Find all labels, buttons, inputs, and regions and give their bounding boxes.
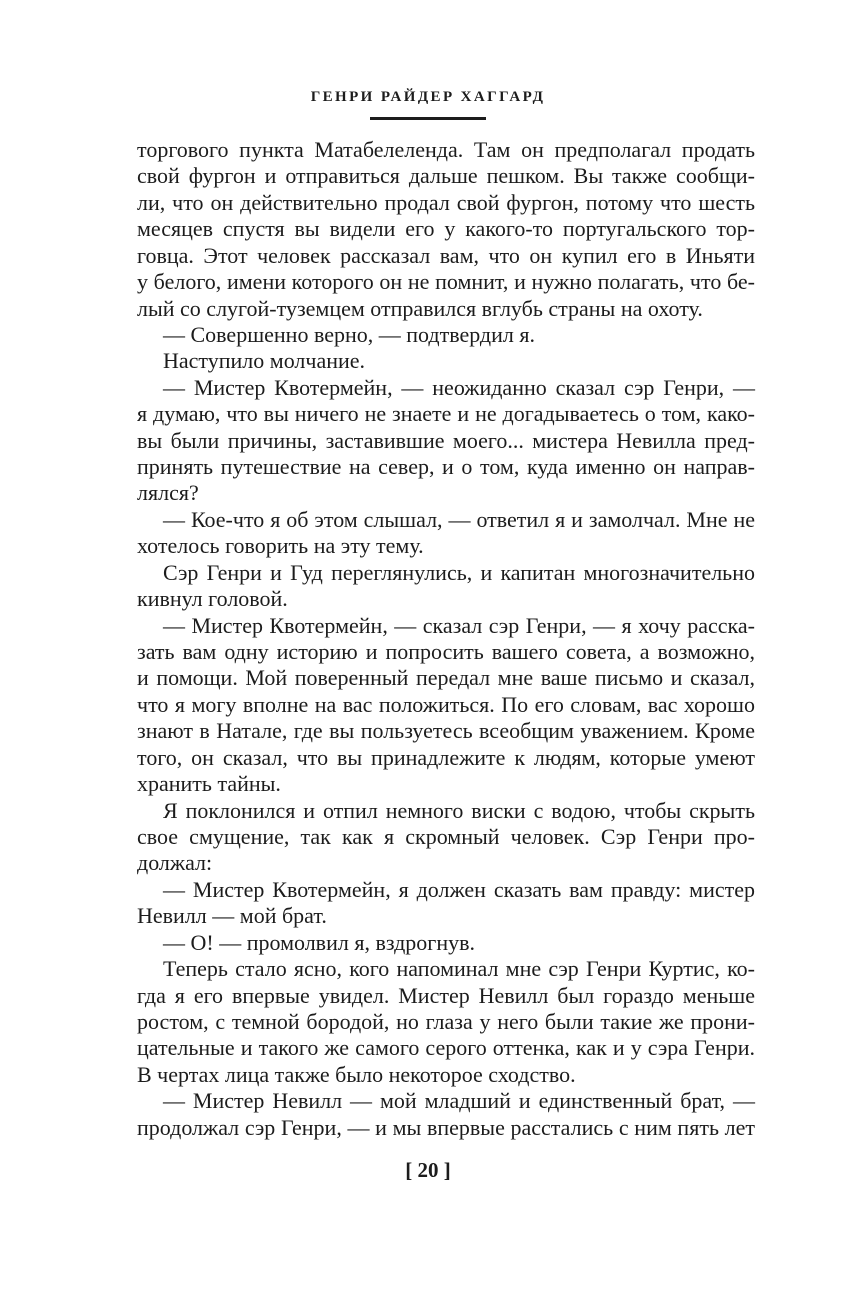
text-line: свое смущение, так как я скромный человек. Сэр Генри про- xyxy=(137,823,755,849)
text-line: — Кое-что я об этом слышал, — ответил я и замолчал. Мне не xyxy=(163,506,755,532)
text-line: продолжал сэр Генри, — и мы впервые расстались с ним пять лет xyxy=(137,1114,755,1140)
text-line: Невилл — мой брат. xyxy=(137,903,327,929)
text-line: хранить тайны. xyxy=(137,771,281,797)
text-line: месяцев спустя вы видели его у какого-то португальского тор- xyxy=(137,216,755,242)
page-number: [ 20 ] xyxy=(405,1158,451,1182)
text-line: знают в Натале, где вы пользуетесь всеобщим уважением. Кроме xyxy=(137,718,755,744)
text-line: того, он сказал, что вы принадлежите к людям, которые умеют xyxy=(137,744,755,770)
text-line: вы были причины, заставившие моего... мистера Невилла пред- xyxy=(137,427,755,453)
text-line: я думаю, что вы ничего не знаете и не догадываетесь о том, како- xyxy=(137,401,755,427)
text-line: гда я его впервые увидел. Мистер Невилл был гораздо меньше xyxy=(137,982,755,1008)
text-line: лялся? xyxy=(137,480,199,506)
text-line: — Мистер Квотермейн, — сказал сэр Генри, — я хочу расска- xyxy=(163,612,755,638)
text-line: Наступило молчание. xyxy=(163,348,366,374)
text-line: — Мистер Квотермейн, я должен сказать вам правду: мистер xyxy=(163,876,755,902)
text-line: свой фургон и отправиться дальше пешком. Вы также сообщи- xyxy=(137,163,755,189)
text-line: зать вам одну историю и попросить вашего совета, а возможно, xyxy=(137,639,755,665)
text-line: торгового пункта Матабелеленда. Там он предполагал продать xyxy=(137,137,755,162)
text-line: цательные и такого же самого серого оттенка, как и у сэра Генри. xyxy=(137,1035,755,1061)
text-line: принять путешествие на север, и о том, куда именно он направ- xyxy=(137,454,755,480)
running-head-rule xyxy=(370,117,486,120)
text-line: Теперь стало ясно, кого напоминал мне сэр Генри Куртис, ко- xyxy=(163,956,755,982)
text-line: должал: xyxy=(137,850,213,876)
text-line: что я могу вполне на вас положиться. По его словам, вас хорошо xyxy=(137,691,755,717)
text-line: хотелось говорить на эту тему. xyxy=(137,533,424,559)
text-line: говца. Этот человек рассказал вам, что он купил его в Иньяти xyxy=(137,242,755,268)
text-line: у белого, имени которого он не помнит, и нужно полагать, что бе- xyxy=(137,269,755,295)
text-line: лый со слугой-туземцем отправился вглубь страны на охоту. xyxy=(137,295,703,321)
text-line: — Совершенно верно, — подтвердил я. xyxy=(163,321,535,347)
text-line: Сэр Генри и Гуд переглянулись, и капитан многозначительно xyxy=(163,559,755,585)
text-line: ли, что он действительно продал свой фургон, потому что шесть xyxy=(137,189,755,215)
text-line: и помощи. Мой поверенный передал мне ваше письмо и сказал, xyxy=(137,665,755,691)
text-line: — Мистер Невилл — мой младший и единственный брат, — xyxy=(163,1088,755,1114)
text-line: кивнул головой. xyxy=(137,586,288,612)
text-line: Я поклонился и отпил немного виски с водою, чтобы скрыть xyxy=(163,797,755,823)
text-line: ростом, с темной бородой, но глаза у него были такие же прони- xyxy=(137,1008,755,1034)
body-text xyxy=(137,137,755,1141)
running-head: ГЕНРИ РАЙДЕР ХАГГАРД xyxy=(310,89,546,105)
text-line: — Мистер Квотермейн, — неожиданно сказал сэр Генри, — xyxy=(163,374,755,400)
text-line: — О! — промолвил я, вздрогнув. xyxy=(163,929,475,955)
text-line: В чертах лица также было некоторое сходство. xyxy=(137,1061,576,1087)
